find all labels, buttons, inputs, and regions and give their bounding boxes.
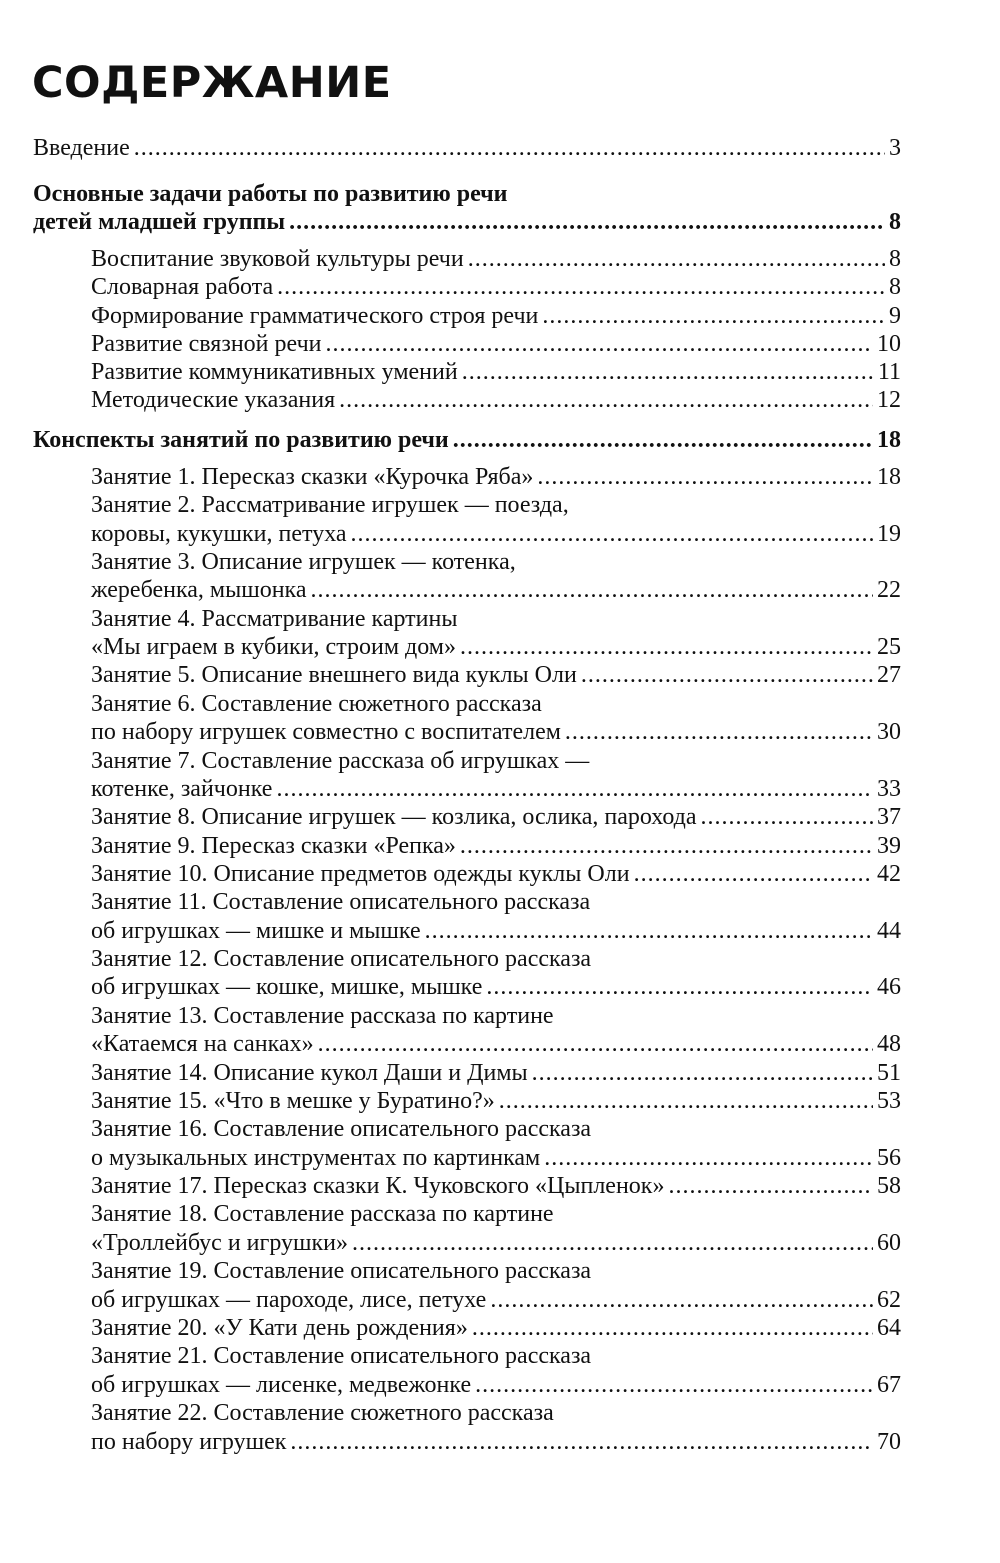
toc-entry-title: коровы, кукушки, петуха <box>91 521 347 547</box>
toc-entry-title: детей младшей группы <box>33 209 286 235</box>
dot-leader <box>351 520 873 548</box>
toc-entry-page-number: 64 <box>877 1315 901 1341</box>
dot-leader <box>537 463 873 491</box>
toc-entry <box>91 576 901 604</box>
toc-entry <box>91 1087 901 1115</box>
toc-entry-page-number: 9 <box>889 303 901 329</box>
toc-entry <box>91 803 901 831</box>
toc-entry-title: Занятие 15. «Что в мешке у Буратино?» <box>91 1088 495 1114</box>
toc-entry <box>91 633 901 661</box>
dot-leader <box>542 302 885 330</box>
toc-entry <box>91 1059 901 1087</box>
toc-entry-page-number: 53 <box>877 1088 901 1114</box>
toc-entry <box>91 245 901 273</box>
toc-entry <box>91 1229 901 1257</box>
toc-entry <box>91 1428 901 1456</box>
dot-leader <box>499 1087 873 1115</box>
toc-entry-title: Занятие 21. Составление описательного рассказа <box>91 1343 592 1369</box>
dot-leader <box>311 576 874 604</box>
toc-entry-title: Занятие 16. Составление описательного рассказа <box>91 1116 592 1142</box>
dot-leader <box>325 330 873 358</box>
dot-leader <box>475 1371 873 1399</box>
toc-entry-page-number: 12 <box>877 387 901 413</box>
toc-entry-title: Занятие 4. Рассматривание картины <box>91 606 458 632</box>
toc-entry <box>91 386 901 414</box>
toc-entry-title: Занятие 10. Описание предметов одежды куклы Оли <box>91 861 630 887</box>
dot-leader <box>339 386 873 414</box>
toc-entry <box>91 1342 591 1370</box>
toc-entry <box>91 1200 554 1228</box>
toc-entry-title: Развитие связной речи <box>91 331 322 357</box>
toc-entry <box>91 690 542 718</box>
toc-entry-page-number: 8 <box>889 274 901 300</box>
toc-entry <box>91 1399 554 1427</box>
toc-entry <box>33 426 901 454</box>
toc-entry-title: Занятие 17. Пересказ сказки К. Чуковского «Цыпленок» <box>91 1173 665 1199</box>
toc-entry <box>91 1115 591 1143</box>
toc-entry-page-number: 48 <box>877 1031 901 1057</box>
toc-entry-title: Словарная работа <box>91 274 274 300</box>
dot-leader <box>490 1286 873 1314</box>
toc-entry-page-number: 19 <box>877 521 901 547</box>
toc-entry-title: Занятие 20. «У Кати день рождения» <box>91 1315 468 1341</box>
toc-entry <box>91 1144 901 1172</box>
toc-entry-page-number: 18 <box>877 464 901 490</box>
dot-leader <box>276 775 873 803</box>
dot-leader <box>425 917 873 945</box>
dot-leader <box>134 134 885 162</box>
toc-entry-page-number: 42 <box>877 861 901 887</box>
toc-entry-title: Основные задачи работы по развитию речи <box>33 181 508 207</box>
toc-entry-title: жеребенка, мышонка <box>91 577 307 603</box>
toc-entry-title: Занятие 22. Составление сюжетного рассказа <box>91 1400 554 1426</box>
toc-entry-page-number: 58 <box>877 1173 901 1199</box>
toc-entry <box>91 1286 901 1314</box>
dot-leader <box>318 1030 873 1058</box>
dot-leader <box>468 245 885 273</box>
toc-entry-title: по набору игрушек совместно с воспитателем <box>91 719 561 745</box>
dot-leader <box>581 661 873 689</box>
toc-entry-title: об игрушках — мишке и мышке <box>91 918 421 944</box>
toc-entry-page-number: 3 <box>889 135 901 161</box>
toc-entry <box>33 134 901 162</box>
toc-entry-page-number: 51 <box>877 1060 901 1086</box>
toc-entry <box>91 302 901 330</box>
toc-entry <box>91 1257 591 1285</box>
toc-entry-title: «Мы играем в кубики, строим дом» <box>91 634 456 660</box>
toc-entry <box>91 358 901 386</box>
toc-entry-title: котенке, зайчонке <box>91 776 273 802</box>
toc-entry <box>91 273 901 301</box>
toc-entry-title: Занятие 18. Составление рассказа по картине <box>91 1201 554 1227</box>
toc-entry-title: Занятие 3. Описание игрушек — котенка, <box>91 549 516 575</box>
toc-entry-page-number: 60 <box>877 1230 901 1256</box>
toc-entry <box>91 548 516 576</box>
toc-entry-page-number: 27 <box>877 662 901 688</box>
toc-entry-page-number: 33 <box>877 776 901 802</box>
toc-entry-page-number: 8 <box>889 209 901 235</box>
toc-entry-page-number: 18 <box>877 427 901 453</box>
toc-entry-title: Воспитание звуковой культуры речи <box>91 246 464 272</box>
dot-leader <box>460 832 873 860</box>
toc-entry-title: об игрушках — лисенке, медвежонке <box>91 1372 472 1398</box>
toc-entry-page-number: 22 <box>877 577 901 603</box>
dot-leader <box>565 718 873 746</box>
toc-entry-title: Развитие коммуникативных умений <box>91 359 458 385</box>
toc-entry-page-number: 70 <box>877 1429 901 1455</box>
toc-entry <box>33 180 508 208</box>
toc-entry <box>91 718 901 746</box>
toc-entry-title: Занятие 9. Пересказ сказки «Репка» <box>91 833 456 859</box>
toc-entry <box>91 747 589 775</box>
toc-entry <box>91 491 569 519</box>
toc-entry-title: Формирование грамматического строя речи <box>91 303 539 329</box>
toc-entry-title: Занятие 2. Рассматривание игрушек — поезда, <box>91 492 569 518</box>
toc-entry-title: Методические указания <box>91 387 336 413</box>
toc-entry <box>91 973 901 1001</box>
toc-entry <box>91 1030 901 1058</box>
toc-entry <box>91 775 901 803</box>
dot-leader <box>352 1229 873 1257</box>
toc-entry-title: Занятие 11. Составление описательного рассказа <box>91 889 591 915</box>
toc-entry-page-number: 39 <box>877 833 901 859</box>
toc-entry-title: Занятие 1. Пересказ сказки «Курочка Ряба» <box>91 464 534 490</box>
toc-entry-page-number: 62 <box>877 1287 901 1313</box>
toc-entry-title: об игрушках — пароходе, лисе, петухе <box>91 1287 487 1313</box>
toc-entry-title: «Троллейбус и игрушки» <box>91 1230 349 1256</box>
toc-entry-page-number: 44 <box>877 918 901 944</box>
toc-entry-page-number: 8 <box>889 246 901 272</box>
toc-entry-page-number: 11 <box>877 359 901 385</box>
dot-leader <box>290 1428 873 1456</box>
toc-entry-page-number: 25 <box>877 634 901 660</box>
dot-leader <box>668 1172 873 1200</box>
toc-entry-title: Занятие 5. Описание внешнего вида куклы Оли <box>91 662 577 688</box>
toc-entry-title: Занятие 7. Составление рассказа об игрушках — <box>91 748 590 774</box>
toc-entry-title: Занятие 8. Описание игрушек — козлика, ослика, парохода <box>91 804 697 830</box>
toc-entry <box>91 832 901 860</box>
toc-entry-page-number: 37 <box>877 804 901 830</box>
toc-entry-title: Конспекты занятий по развитию речи <box>33 427 449 453</box>
toc-entry-title: об игрушках — кошке, мишке, мышке <box>91 974 483 1000</box>
dot-leader <box>532 1059 873 1087</box>
toc-entry-page-number: 56 <box>877 1145 901 1171</box>
toc-entry-title: Занятие 6. Составление сюжетного рассказа <box>91 691 542 717</box>
toc-entry <box>91 520 901 548</box>
toc-entry-title: «Катаемся на санках» <box>91 1031 314 1057</box>
dot-leader <box>289 208 885 236</box>
dot-leader <box>277 273 885 301</box>
dot-leader <box>462 358 874 386</box>
toc-entry <box>91 1172 901 1200</box>
toc-entry <box>91 860 901 888</box>
dot-leader <box>544 1144 873 1172</box>
dot-leader <box>460 633 873 661</box>
toc-entry-title: Введение <box>33 135 130 161</box>
toc-entry-page-number: 67 <box>877 1372 901 1398</box>
toc-entry-title: Занятие 14. Описание кукол Даши и Димы <box>91 1060 528 1086</box>
dot-leader <box>701 803 873 831</box>
dot-leader <box>486 973 873 1001</box>
toc-entry-title: по набору игрушек <box>91 1429 287 1455</box>
dot-leader <box>453 426 873 454</box>
toc-entry <box>91 661 901 689</box>
toc-entry <box>91 1371 901 1399</box>
toc-entry-title: о музыкальных инструментах по картинкам <box>91 1145 541 1171</box>
toc-entry-page-number: 46 <box>877 974 901 1000</box>
toc-entry-title: Занятие 19. Составление описательного рассказа <box>91 1258 592 1284</box>
page-title: СОДЕРЖАНИЕ <box>32 58 392 108</box>
toc-entry <box>91 330 901 358</box>
toc-entry <box>91 605 457 633</box>
dot-leader <box>634 860 873 888</box>
dot-leader <box>472 1314 873 1342</box>
toc-entry-page-number: 10 <box>877 331 901 357</box>
toc-entry-page-number: 30 <box>877 719 901 745</box>
toc-entry <box>91 917 901 945</box>
toc-entry <box>91 888 590 916</box>
toc-entry <box>91 463 901 491</box>
toc-entry <box>91 1002 554 1030</box>
toc-entry <box>91 945 591 973</box>
toc-entry <box>33 208 901 236</box>
toc-entry <box>91 1314 901 1342</box>
toc-entry-title: Занятие 13. Составление рассказа по картине <box>91 1003 554 1029</box>
toc-entry-title: Занятие 12. Составление описательного рассказа <box>91 946 592 972</box>
